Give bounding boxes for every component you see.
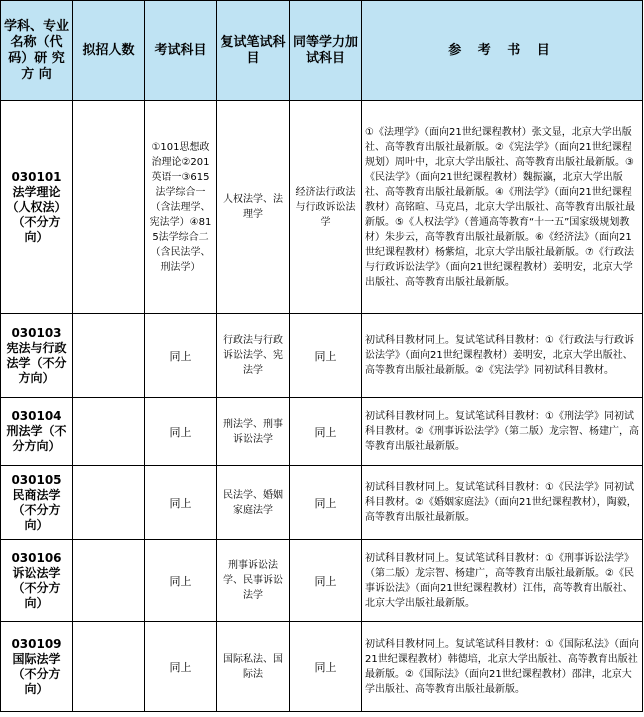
- enroll-cell: [73, 540, 145, 622]
- table-row: [1, 101, 643, 314]
- table-body: [1, 101, 643, 712]
- retest-cell: 人权法学、法理学: [217, 101, 290, 314]
- table-row: [1, 466, 643, 540]
- extra-cell: 同上: [290, 398, 362, 466]
- exam-cell: 同上: [145, 622, 217, 712]
- major-cell: 030103 宪法与行政法学（不分方向）: [1, 314, 73, 398]
- extra-cell: 经济法行政法与行政诉讼法学: [290, 101, 362, 314]
- enroll-cell: [73, 101, 145, 314]
- retest-cell: 行政法与行政诉讼法学、宪法学: [217, 314, 290, 398]
- header-major: 学科、专业名称（代码）研 究 方 向: [1, 1, 73, 101]
- major-cell: 030105 民商法学（不分方向）: [1, 466, 73, 540]
- refs-cell: 初试科目教材同上。复试笔试科目教材：①《刑事诉讼法学》（第二版）龙宗智、杨建广，高等教育出版社最新版。②《民事诉讼法》（面向21世纪课程教材）江伟，高等教育出版社、北京大学出版社最新版。: [362, 540, 643, 622]
- major-cell: 030106 诉讼法学（不分方向）: [1, 540, 73, 622]
- extra-cell: 同上: [290, 540, 362, 622]
- exam-cell: 同上: [145, 398, 217, 466]
- refs-cell: ①《法理学》（面向21世纪课程教材）张文显，北京大学出版社、高等教育出版社最新版。②《宪法学》（面向21世纪课程规划）周叶中，北京大学出版社、高等教育出版社最新版。③《民法学》（面向21世纪课程教材）魏振瀛，北京大学出版社、高等教育出版社最新版。④《刑法学》（面向21世纪课程教材）高铭暄、马克昌，北京大学出版社、高等教育出版社最新版。⑤《人权法学》（普通高等教育“十一五”国家级规划教材）朱步云，高等教育出版社最新版。⑥《经济法》（面向21世纪课程教材）杨紫煊，北京大学出版社最新版。⑦《行政法与行政诉讼法学》（面向21世纪课程教材）姜明安，北京大学出版社、高等教育出版社最新版。: [362, 101, 643, 314]
- table-row: [1, 540, 643, 622]
- major-cell: 030104 刑法学（不分方向）: [1, 398, 73, 466]
- enroll-cell: [73, 466, 145, 540]
- header-retest: 复试笔试科目: [217, 1, 290, 101]
- enroll-cell: [73, 622, 145, 712]
- retest-cell: 民法学、婚姻家庭法学: [217, 466, 290, 540]
- exam-cell: 同上: [145, 314, 217, 398]
- table-header: [1, 1, 643, 101]
- enroll-cell: [73, 398, 145, 466]
- exam-cell: 同上: [145, 540, 217, 622]
- header-row: [1, 1, 643, 101]
- header-exam: 考试科目: [145, 1, 217, 101]
- refs-cell: 初试科目教材同上。复试笔试科目教材：①《国际私法》（面向21世纪课程教材）韩德培，北京大学出版社、高等教育出版社最新版。②《国际法》（面向21世纪课程教材）邵津，北京大学出版社、高等教育出版社最新版。: [362, 622, 643, 712]
- major-cell: 030109 国际法学（不分方向）: [1, 622, 73, 712]
- extra-cell: 同上: [290, 314, 362, 398]
- header-enroll: 拟招人数: [73, 1, 145, 101]
- refs-cell: 初试科目教材同上。复试笔试科目教材：①《民法学》同初试科目教材。②《婚姻家庭法》（面向21世纪课程教材），陶毅，高等教育出版社最新版。: [362, 466, 643, 540]
- header-refs: 参 考 书 目: [362, 1, 643, 101]
- retest-cell: 国际私法、国际法: [217, 622, 290, 712]
- table-row: [1, 622, 643, 712]
- exam-cell: ①101思想政治理论②201英语一③615法学综合一（含法理学、宪法学）④815法学综合二（含民法学、刑法学）: [145, 101, 217, 314]
- major-cell: 030101 法学理论（人权法）（不分方向）: [1, 101, 73, 314]
- retest-cell: 刑法学、刑事诉讼法学: [217, 398, 290, 466]
- extra-cell: 同上: [290, 466, 362, 540]
- retest-cell: 刑事诉讼法学、民事诉讼法学: [217, 540, 290, 622]
- refs-cell: 初试科目教材同上。复试笔试科目教材：①《行政法与行政诉讼法学》（面向21世纪课程教材）姜明安，北京大学出版社、高等教育出版社最新版。②《宪法学》同初试科目教材。: [362, 314, 643, 398]
- refs-cell: 初试科目教材同上。复试笔试科目教材：①《刑法学》同初试科目教材。②《刑事诉讼法学》（第二版）龙宗智、杨建广，高等教育出版社最新版。: [362, 398, 643, 466]
- header-extra: 同等学力加试科目: [290, 1, 362, 101]
- table-row: [1, 398, 643, 466]
- exam-cell: 同上: [145, 466, 217, 540]
- table-row: [1, 314, 643, 398]
- enroll-cell: [73, 314, 145, 398]
- extra-cell: 同上: [290, 622, 362, 712]
